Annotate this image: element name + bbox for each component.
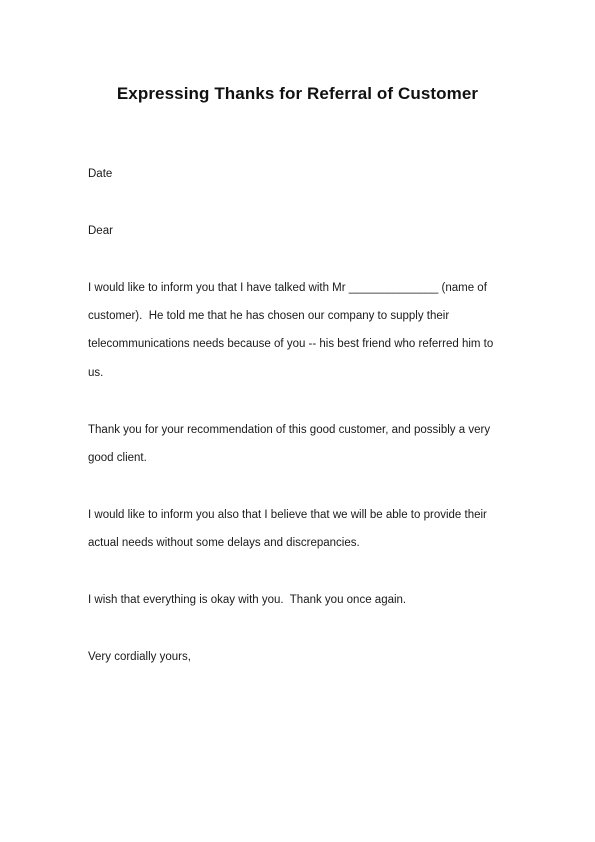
paragraph-line: customer). He told me that he has chosen our company to supply their xyxy=(88,309,450,322)
paragraph-provide-needs xyxy=(88,501,508,558)
paragraph-line: I would like to inform you that I have talked with Mr ______________ (name of xyxy=(88,281,487,294)
paragraph-wishes xyxy=(88,586,508,614)
paragraph-line: Thank you for your recommendation of this good customer, and possibly a very xyxy=(88,423,491,436)
spacer xyxy=(88,472,508,500)
spacer xyxy=(88,245,508,273)
paragraph-line: telecommunications needs because of you -- his best friend who referred him to xyxy=(88,338,494,351)
date-line: Date xyxy=(88,168,113,180)
paragraph-line: I would like to inform you also that I believe that we will be able to provide their xyxy=(88,508,487,521)
spacer xyxy=(88,614,508,642)
paragraph-line: I wish that everything is okay with you. Thank you once again. xyxy=(88,593,407,606)
salutation-line: Dear xyxy=(88,224,113,237)
spacer xyxy=(88,188,508,216)
document-title: Expressing Thanks for Referral of Customer xyxy=(116,84,479,103)
paragraph-line: us. xyxy=(88,366,104,379)
letter-body xyxy=(88,160,508,671)
paragraph-thanks xyxy=(88,416,508,473)
paragraph-line: actual needs without some delays and discrepancies. xyxy=(88,537,360,550)
paragraph-referral xyxy=(88,274,508,388)
spacer xyxy=(88,387,508,415)
closing-line: Very cordially yours, xyxy=(88,650,191,663)
spacer xyxy=(88,557,508,585)
paragraph-line: good client. xyxy=(88,451,147,464)
